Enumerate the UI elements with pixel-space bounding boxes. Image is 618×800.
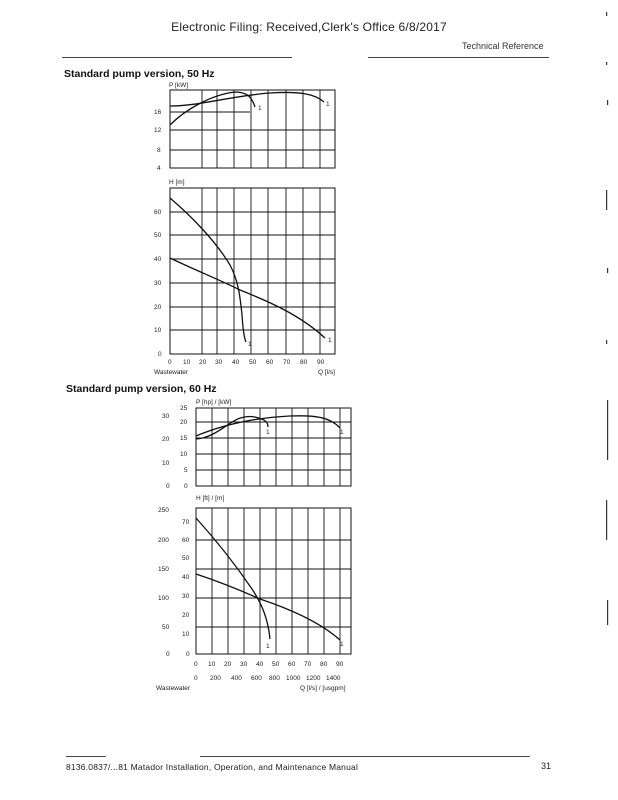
power-axis-label-60hz: P [hp] / [kW] bbox=[196, 399, 232, 406]
head-tick: 60 bbox=[154, 209, 162, 216]
flow-axis-label-60hz: Q [l/s] / [usgpm] bbox=[300, 685, 346, 692]
head-curve-2-60hz bbox=[196, 574, 340, 640]
flow-tick-gpm: 400 bbox=[231, 675, 242, 682]
curve-mark: 1 bbox=[266, 429, 270, 436]
head-axis-label-50hz: H [m] bbox=[169, 179, 185, 186]
flow-tick-ls: 70 bbox=[304, 661, 312, 668]
flow-tick-ls: 80 bbox=[320, 661, 328, 668]
head-axis-label-60hz: H [ft] / [m] bbox=[196, 495, 225, 502]
power-tick-hp: 10 bbox=[162, 460, 170, 467]
head-curve-1-50hz bbox=[170, 198, 246, 342]
power-tick-kw: 25 bbox=[180, 405, 188, 412]
footer-rule-mid bbox=[200, 756, 530, 757]
head-panel-60hz bbox=[196, 508, 351, 654]
head-tick: 50 bbox=[154, 232, 162, 239]
head-tick-ft: 50 bbox=[162, 624, 170, 631]
flow-tick: 90 bbox=[317, 359, 325, 366]
head-tick-m: 70 bbox=[182, 519, 190, 526]
power-tick-hp: 30 bbox=[162, 413, 170, 420]
head-tick-m: 0 bbox=[186, 651, 190, 658]
flow-tick: 30 bbox=[215, 359, 223, 366]
power-tick-hp: 20 bbox=[162, 436, 170, 443]
flow-tick: 60 bbox=[266, 359, 274, 366]
head-tick-ft: 0 bbox=[166, 651, 170, 658]
flow-tick-ls: 30 bbox=[240, 661, 248, 668]
flow-tick-ls: 40 bbox=[256, 661, 264, 668]
flow-tick-gpm: 1400 bbox=[326, 675, 341, 682]
footer-manual-title: 8136.0837/...81 Matador Installation, Operation, and Maintenance Manual bbox=[66, 762, 359, 772]
head-tick-m: 20 bbox=[182, 612, 190, 619]
flow-tick-ls: 20 bbox=[224, 661, 232, 668]
flow-tick: 50 bbox=[249, 359, 257, 366]
power-tick: 8 bbox=[157, 147, 161, 154]
curve-mark: 1 bbox=[340, 641, 344, 648]
head-tick-m: 60 bbox=[182, 537, 190, 544]
flow-tick-gpm: 1000 bbox=[286, 675, 301, 682]
power-tick-kw: 0 bbox=[184, 483, 188, 490]
power-tick-kw: 10 bbox=[180, 451, 188, 458]
curve-mark: 1 bbox=[326, 101, 330, 108]
flow-tick-ls: 90 bbox=[336, 661, 344, 668]
header-rule-left bbox=[62, 57, 292, 58]
head-tick-ft: 150 bbox=[158, 566, 169, 573]
chart-50hz bbox=[140, 80, 360, 380]
footer-rule-left bbox=[66, 756, 106, 757]
flow-tick: 40 bbox=[232, 359, 240, 366]
power-tick: 4 bbox=[157, 165, 161, 172]
power-tick-hp: 0 bbox=[166, 483, 170, 490]
chart-60hz bbox=[140, 394, 370, 694]
flow-axis-label-50hz: Q [l/s] bbox=[318, 369, 335, 376]
head-tick: 0 bbox=[158, 351, 162, 358]
note-wastewater-60hz: Wastewater bbox=[156, 685, 191, 692]
flow-tick: 70 bbox=[283, 359, 291, 366]
head-tick: 20 bbox=[154, 304, 162, 311]
flow-tick: 20 bbox=[199, 359, 207, 366]
power-axis-label-50hz: P [kW] bbox=[169, 82, 189, 89]
flow-tick-gpm: 200 bbox=[210, 675, 221, 682]
flow-tick: 0 bbox=[168, 359, 172, 366]
curve-mark: 1 bbox=[258, 105, 262, 112]
header-rule-right bbox=[368, 57, 549, 58]
head-tick-ft: 100 bbox=[158, 595, 169, 602]
page-number: 31 bbox=[541, 761, 552, 771]
section-title-50hz: Standard pump version, 50 Hz bbox=[64, 68, 215, 80]
power-tick-kw: 20 bbox=[180, 419, 188, 426]
head-tick: 10 bbox=[154, 327, 162, 334]
head-grid-60hz bbox=[196, 508, 351, 654]
head-tick-m: 10 bbox=[182, 631, 190, 638]
flow-ticks-gpm-60hz bbox=[194, 675, 341, 682]
flow-tick-gpm: 0 bbox=[194, 675, 198, 682]
note-wastewater-50hz: Wastewater bbox=[154, 369, 189, 376]
flow-tick-gpm: 800 bbox=[269, 675, 280, 682]
head-tick: 30 bbox=[154, 280, 162, 287]
head-tick-ft: 250 bbox=[158, 507, 169, 514]
head-tick-m: 50 bbox=[182, 555, 190, 562]
power-tick-kw: 15 bbox=[180, 435, 188, 442]
flow-tick: 10 bbox=[183, 359, 191, 366]
curve-mark: 1 bbox=[266, 643, 270, 650]
power-tick: 12 bbox=[154, 127, 162, 134]
flow-tick-gpm: 600 bbox=[251, 675, 262, 682]
flow-tick-gpm: 1200 bbox=[306, 675, 321, 682]
head-curve-2-50hz bbox=[170, 258, 325, 338]
flow-tick: 80 bbox=[300, 359, 308, 366]
flow-tick-ls: 50 bbox=[272, 661, 280, 668]
head-curve-1-60hz bbox=[196, 518, 270, 639]
power-tick-kw: 5 bbox=[184, 467, 188, 474]
filing-stamp: Electronic Filing: Received,Clerk's Office 6/8/2017 bbox=[171, 20, 447, 34]
section-title-60hz: Standard pump version, 60 Hz bbox=[66, 383, 217, 395]
flow-tick-ls: 60 bbox=[288, 661, 296, 668]
power-tick: 16 bbox=[154, 109, 162, 116]
flow-tick-ls: 10 bbox=[208, 661, 216, 668]
head-tick-m: 40 bbox=[182, 574, 190, 581]
curve-mark: 1 bbox=[248, 341, 252, 348]
curve-mark: 1 bbox=[328, 337, 332, 344]
head-tick: 40 bbox=[154, 256, 162, 263]
flow-ticks-50hz bbox=[168, 359, 325, 366]
scan-noise bbox=[600, 0, 618, 800]
flow-tick-ls: 0 bbox=[194, 661, 198, 668]
flow-ticks-ls-60hz bbox=[194, 661, 344, 668]
head-grid-50hz bbox=[170, 188, 335, 354]
head-tick-m: 30 bbox=[182, 593, 190, 600]
head-tick-ft: 200 bbox=[158, 537, 169, 544]
technical-reference-label: Technical Reference bbox=[462, 41, 544, 51]
curve-mark: 1 bbox=[340, 429, 344, 436]
head-panel-50hz bbox=[170, 188, 335, 354]
